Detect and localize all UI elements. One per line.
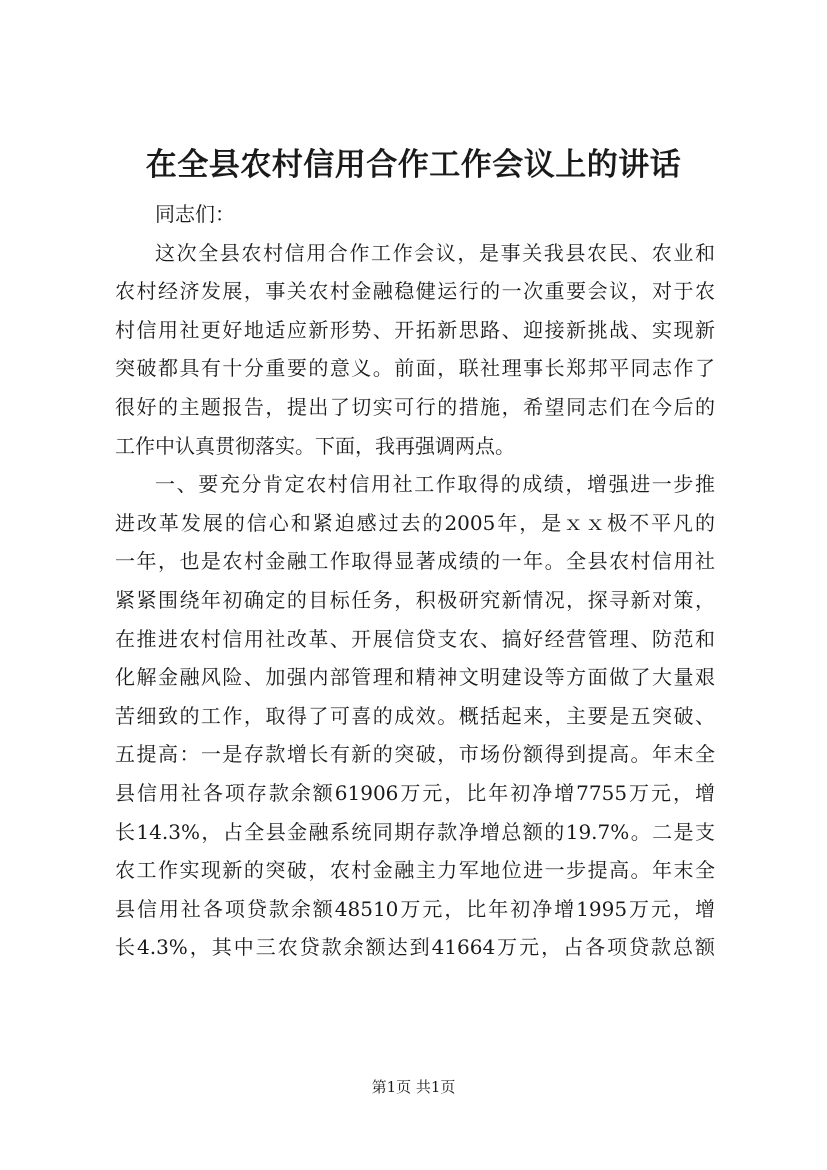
- text-line: 五提高：一是存款增长有新的突破，市场份额得到提高。年末全: [115, 742, 715, 767]
- text-line: 很好的主题报告，提出了切实可行的措施，希望同志们在今后的: [115, 394, 715, 419]
- text-line: 突破都具有十分重要的意义。前面，联社理事长郑邦平同志作了: [115, 356, 715, 381]
- text-line: 在推进农村信用社改革、开展信贷支农、搞好经营管理、防范和: [115, 626, 715, 651]
- text-line: 县信用社各项存款余额61906万元，比年初净增7755万元，增: [115, 780, 715, 805]
- text-line: 苦细致的工作，取得了可喜的成效。概括起来，主要是五突破、: [115, 703, 715, 728]
- document-body: [115, 195, 715, 967]
- text-line: 这次全县农村信用合作工作会议，是事关我县农民、农业和: [155, 240, 715, 265]
- text-line: 紧紧围绕年初确定的目标任务，积极研究新情况，探寻新对策，: [115, 587, 715, 612]
- text-line: 农村经济发展，事关农村金融稳健运行的一次重要会议，对于农: [115, 279, 715, 304]
- page-footer: 第1页 共1页: [371, 1078, 456, 1096]
- text-line: 村信用社更好地适应新形势、开拓新思路、迎接新挑战、实现新: [115, 317, 715, 342]
- text-line: 一年，也是农村金融工作取得显著成绩的一年。全县农村信用社: [115, 549, 715, 574]
- text-line: 同志们：: [155, 202, 235, 226]
- document-title: 在全县农村信用合作工作会议上的讲话: [145, 147, 682, 183]
- text-line: 一、要充分肯定农村信用社工作取得的成绩，增强进一步推: [155, 472, 715, 497]
- text-line: 农工作实现新的突破，农村金融主力军地位进一步提高。年末全: [115, 858, 715, 883]
- text-line: 工作中认真贯彻落实。下面，我再强调两点。: [115, 433, 515, 458]
- text-line: 长14.3%，占全县金融系统同期存款净增总额的19.7%。二是支: [115, 819, 715, 844]
- text-line: 县信用社各项贷款余额48510万元，比年初净增1995万元，增: [115, 896, 715, 921]
- text-line: 长4.3%，其中三农贷款余额达到41664万元，占各项贷款总额: [115, 935, 715, 960]
- text-line: 进改革发展的信心和紧迫感过去的2005年，是ｘｘ极不平凡的: [115, 510, 715, 535]
- text-line: 化解金融风险、加强内部管理和精神文明建设等方面做了大量艰: [115, 665, 715, 690]
